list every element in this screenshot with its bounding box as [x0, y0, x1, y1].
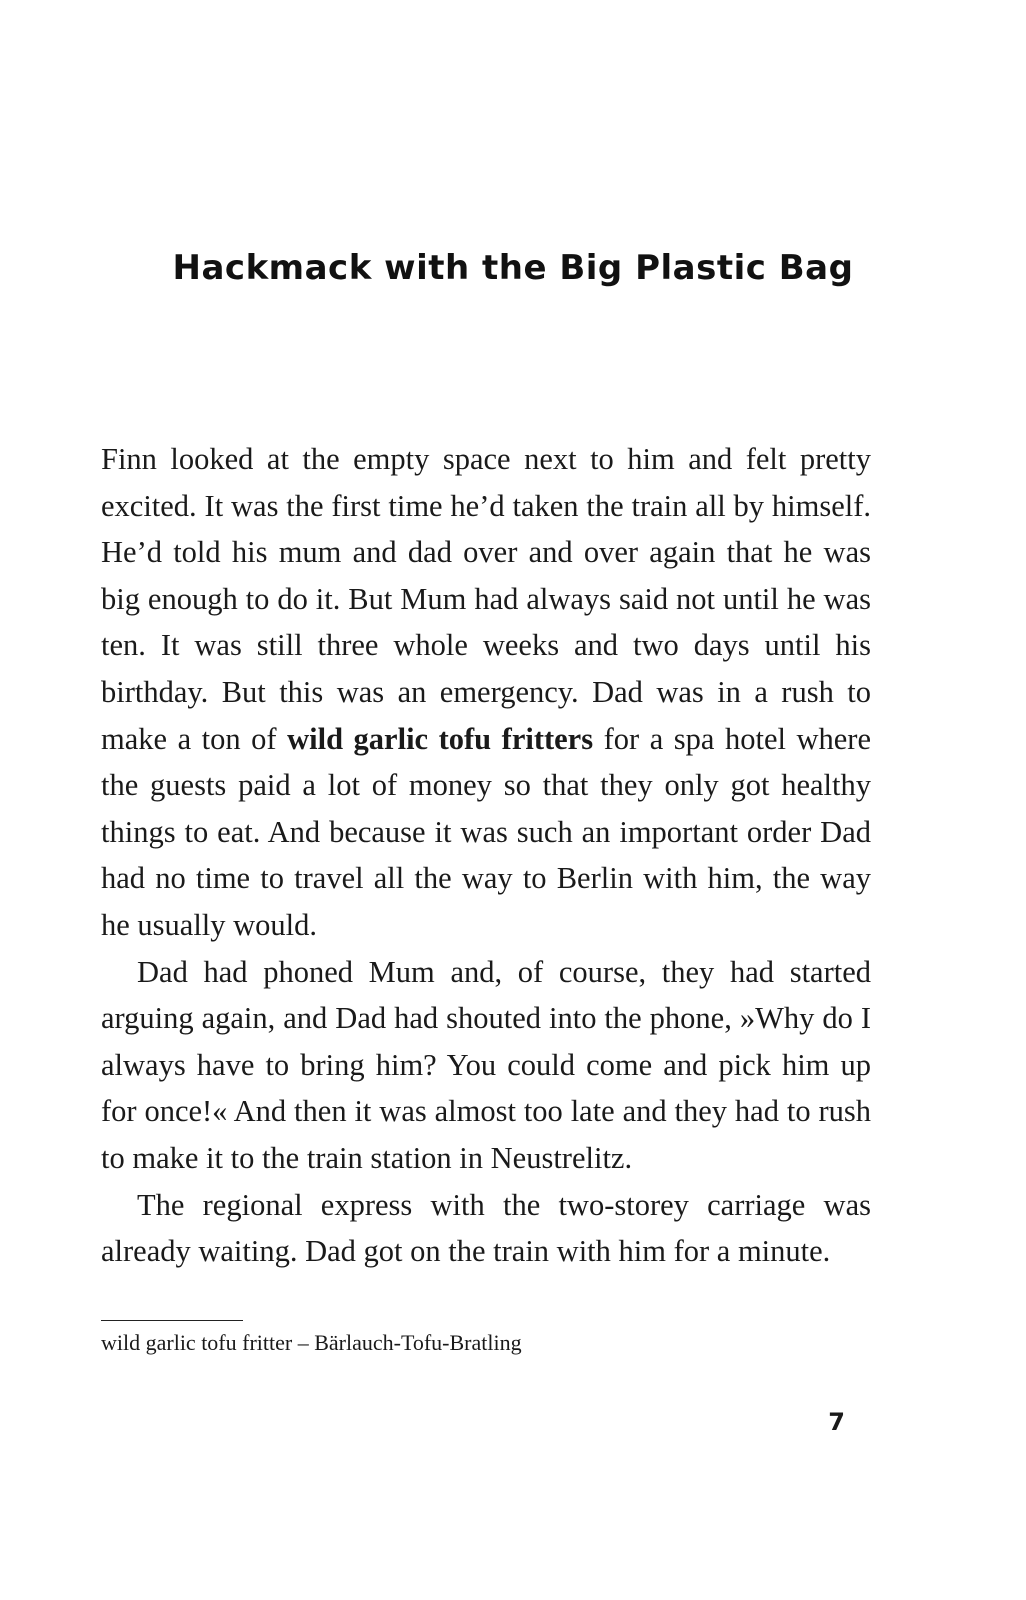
paragraph-1-text-end: for a spa hotel where the guests paid a lot of money so that they only got healthy things to eat. And because it was such an important order Dad had no time to travel all the way to Berlin with him, the way he usually would.	[101, 721, 871, 942]
body-text	[101, 436, 871, 1275]
chapter-title: Hackmack with the Big Plastic Bag	[172, 248, 854, 288]
glossary-term: wild garlic tofu fritters	[287, 721, 594, 756]
footnote: wild garlic tofu fritter – Bärlauch-Tofu-Bratling	[101, 1330, 522, 1355]
page-number: 7	[828, 1408, 845, 1436]
footnote-divider	[101, 1320, 243, 1321]
paragraph-1-text-start: Finn looked at the empty space next to him and felt pretty excited. It was the first time he’d taken the train all by himself. He’d told his mum and dad over and over again that he was big enough to do it. But Mum had always said not until he was ten. It was still three whole weeks and two days until his birthday. But this was an emergency. Dad was in a rush to make a ton of	[101, 442, 871, 756]
paragraph-2: Dad had phoned Mum and, of course, they had started arguing again, and Dad had shouted into the phone, »Why do I always have to bring him? You could come and pick him up for once!« And then it was almost too late and they had to rush to make it to the train station in Neustrelitz.	[101, 954, 871, 1175]
paragraph-1	[101, 436, 871, 949]
paragraph-3: The regional express with the two-storey carriage was already waiting. Dad got on the train with him for a minute.	[101, 1187, 871, 1269]
